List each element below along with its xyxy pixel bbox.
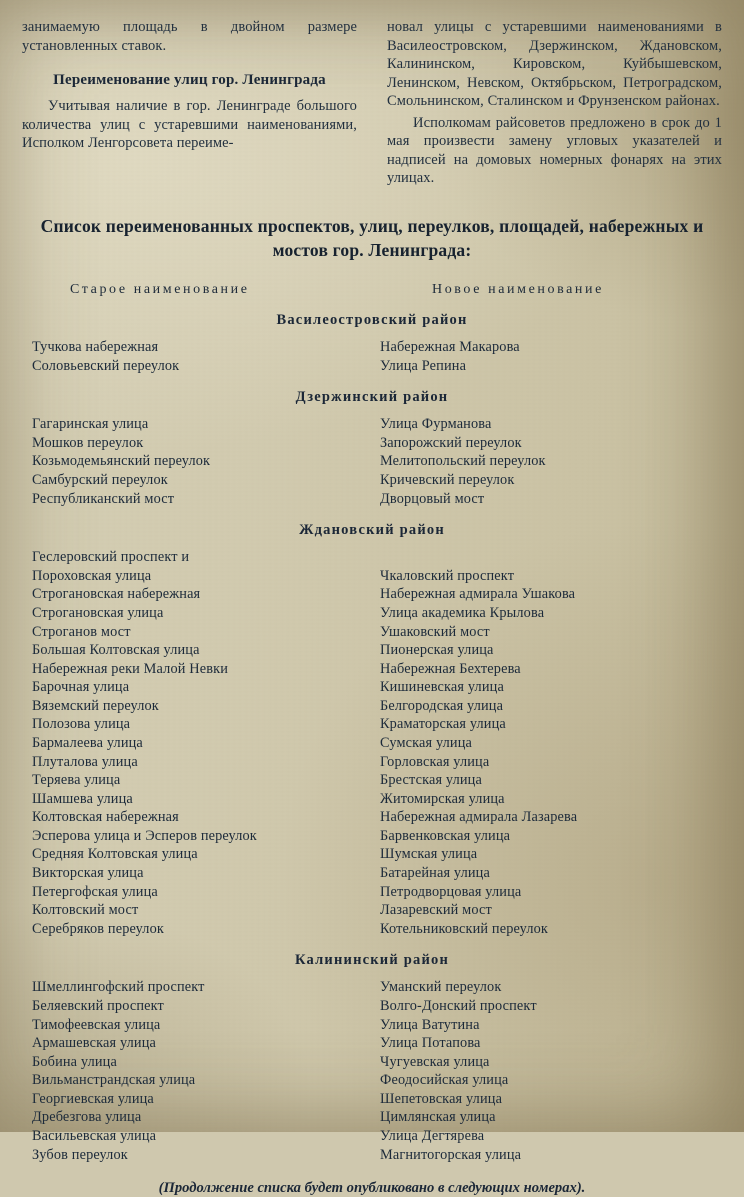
old-street-name: Колтовский мост	[32, 902, 139, 919]
new-street-name: Набережная Бехтерева	[380, 660, 521, 677]
new-street-name: Улица академика Крылова	[380, 604, 545, 621]
new-street-name: Запорожский переулок	[380, 434, 522, 451]
street-pair-row	[22, 641, 722, 660]
new-street-name: Пионерская улица	[380, 642, 494, 659]
street-pair-row	[22, 604, 722, 623]
street-pair-row	[22, 1071, 722, 1090]
district-block	[22, 952, 722, 1164]
new-street-name: Дворцовый мост	[380, 490, 485, 507]
old-street-name: Большая Колтовская улица	[32, 642, 200, 659]
street-pair-row	[22, 1127, 722, 1146]
street-pair-row	[22, 790, 722, 809]
old-street-name: Козьмодемьянский переулок	[32, 453, 211, 470]
old-street-name: Вяземский переулок	[32, 697, 159, 714]
street-pair-row	[22, 434, 722, 453]
street-pair-list	[22, 978, 722, 1164]
new-street-name: Чкаловский проспект	[380, 567, 515, 584]
old-street-name: Эсперова улица и Эсперов переулок	[32, 827, 257, 844]
old-street-name: Дребезгова улица	[32, 1109, 142, 1126]
district-block	[22, 522, 722, 938]
new-street-name: Улица Потапова	[380, 1035, 481, 1052]
new-street-name: Цимлянская улица	[380, 1109, 496, 1126]
new-street-name: Волго-Донский проспект	[380, 997, 537, 1014]
new-street-name: Шумская улица	[380, 846, 478, 863]
street-pair-row	[22, 490, 722, 509]
street-pair-row	[22, 357, 722, 376]
old-street-name: Строгановская набережная	[32, 586, 201, 603]
district-name: Василеостровский район	[276, 312, 468, 329]
new-street-name: Брестская улица	[380, 772, 482, 789]
new-street-name: Лазаревский мост	[380, 902, 492, 919]
district-name: Ждановский район	[299, 522, 445, 539]
street-pair-row	[22, 883, 722, 902]
street-pair-row	[22, 548, 722, 567]
street-pair-row	[22, 585, 722, 604]
new-street-name: Котельниковский переулок	[380, 920, 549, 937]
street-pair-row	[22, 660, 722, 679]
old-street-name: Петергофская улица	[32, 883, 158, 900]
street-pair-row	[22, 452, 722, 471]
old-street-name: Бобина улица	[32, 1053, 117, 1070]
old-street-name: Васильевская улица	[32, 1127, 157, 1144]
old-street-name: Викторская улица	[32, 865, 144, 882]
old-street-name: Барочная улица	[32, 679, 130, 696]
old-street-name: Зубов переулок	[32, 1146, 128, 1163]
old-street-name: Армашевская улица	[32, 1035, 156, 1052]
old-street-name: Георгиевская улица	[32, 1090, 154, 1107]
new-street-name: Батарейная улица	[380, 865, 490, 882]
street-pair-row	[22, 1090, 722, 1109]
old-street-name: Строганов мост	[32, 623, 131, 640]
street-pair-row	[22, 808, 722, 827]
new-street-name: Набережная Макарова	[380, 339, 520, 356]
new-street-name	[372, 548, 722, 567]
street-pair-list	[22, 548, 722, 938]
right-column	[381, 18, 722, 191]
street-pair-row	[22, 338, 722, 357]
street-pair-row	[22, 415, 722, 434]
column-captions	[22, 282, 722, 298]
districts-container	[22, 312, 722, 1164]
street-pair-row	[22, 997, 722, 1016]
street-pair-row	[22, 567, 722, 586]
old-street-name: Самбурский переулок	[32, 472, 168, 489]
footer-note: (Продолжение списка будет опубликовано в следующих номерах).	[158, 1180, 586, 1197]
new-street-name: Краматорская улица	[380, 716, 506, 733]
right-paragraph-2: Исполкомам райсоветов предложено в срок до 1 мая произвести замену угловых указателей и надписей на домовых номерных фонарях на этих улицах.	[387, 114, 722, 187]
old-street-name: Шмеллингофский проспект	[32, 979, 205, 996]
street-pair-row	[22, 1108, 722, 1127]
new-street-name: Улица Репина	[380, 357, 467, 374]
new-street-name: Белгородская улица	[380, 697, 504, 714]
street-pair-row	[22, 845, 722, 864]
old-street-name: Пороховская улица	[32, 567, 152, 584]
old-street-name: Республиканский мост	[32, 490, 175, 507]
new-street-name: Мелитопольский переулок	[380, 453, 546, 470]
old-street-name: Мошков переулок	[32, 434, 144, 451]
street-pair-row	[22, 471, 722, 490]
street-pair-list	[22, 415, 722, 508]
page-content	[22, 18, 722, 1197]
new-street-name: Кричевский переулок	[380, 472, 515, 489]
street-pair-row	[22, 827, 722, 846]
district-block	[22, 389, 722, 508]
street-pair-row	[22, 864, 722, 883]
old-street-name: Шамшева улица	[32, 790, 133, 807]
street-pair-row	[22, 771, 722, 790]
old-street-name: Геслеровский проспект и	[32, 549, 190, 566]
new-street-name: Житомирская улица	[380, 790, 505, 807]
old-street-name: Бармалеева улица	[32, 735, 143, 751]
old-street-name: Полозова улица	[32, 716, 131, 733]
district-block	[22, 312, 722, 375]
old-street-name: Беляевский проспект	[32, 997, 164, 1014]
top-columns	[22, 18, 722, 191]
old-street-name: Серебряков переулок	[32, 920, 164, 937]
street-pair-row	[22, 901, 722, 920]
old-street-name: Тимофеевская улица	[32, 1016, 161, 1033]
street-pair-row	[22, 978, 722, 997]
left-paragraph-1: занимаемую площадь в двойном размере установленных ставок.	[22, 19, 357, 54]
old-street-name: Колтовская набережная	[32, 809, 179, 826]
new-street-name: Уманский переулок	[380, 979, 502, 996]
old-street-name: Средняя Колтовская улица	[32, 846, 198, 863]
old-street-name: Тучкова набережная	[32, 339, 159, 356]
old-street-name: Набережная реки Малой Невки	[32, 660, 229, 677]
street-pair-row	[22, 1034, 722, 1053]
new-street-name: Кишиневская улица	[380, 679, 504, 696]
street-pair-row	[22, 623, 722, 642]
street-pair-row	[22, 734, 722, 753]
new-street-name: Шепетовская улица	[380, 1090, 503, 1107]
caption-new-name: Новое наименование	[432, 282, 604, 298]
new-street-name: Улица Фурманова	[380, 416, 492, 433]
new-street-name: Горловская улица	[380, 753, 490, 770]
new-street-name: Улица Ватутина	[380, 1016, 480, 1033]
new-street-name: Набережная адмирала Ушакова	[380, 586, 576, 603]
old-street-name: Строгановская улица	[32, 604, 164, 621]
new-street-name: Феодосийская улица	[380, 1072, 509, 1089]
caption-old-name: Старое наименование	[70, 282, 250, 298]
street-pair-row	[22, 920, 722, 939]
new-street-name: Чугуевская улица	[380, 1053, 490, 1070]
new-street-name: Барвенковская улица	[380, 827, 511, 844]
old-street-name: Теряева улица	[32, 772, 121, 789]
left-paragraph-2: Учитывая наличие в гор. Ленинграде большого количества улиц с устаревшими наименованиями, Исполком Ленгорсовета переиме-	[22, 98, 357, 152]
old-street-name: Плуталова улица	[32, 753, 138, 770]
new-street-name: Сумская улица	[380, 735, 473, 751]
street-pair-row	[22, 1016, 722, 1035]
old-street-name: Вильманстрандская улица	[32, 1072, 196, 1089]
right-paragraph-1: новал улицы с устаревшими наименованиями в Василеостровском, Дзержинском, Ждановском, Калининском, Кировском, Куйбышевском, Ленинском, Невском, Октябрьском, Петроградском, Смольнинском, Сталинском и Фрунзенском районах.	[387, 19, 722, 110]
left-column	[22, 18, 363, 156]
district-name: Дзержинский район	[295, 389, 449, 406]
street-pair-row	[22, 678, 722, 697]
street-pair-row	[22, 697, 722, 716]
street-pair-row	[22, 753, 722, 772]
street-pair-row	[22, 1146, 722, 1165]
street-pair-row	[22, 715, 722, 734]
street-pair-list	[22, 338, 722, 375]
district-name: Калининский район	[294, 952, 450, 969]
new-street-name: Улица Дегтярева	[380, 1127, 485, 1144]
old-street-name: Соловьевский переулок	[32, 357, 180, 374]
list-main-heading: Список переименованных проспектов, улиц, переулков, площадей, набережных и мостов гор. Ленинграда:	[40, 215, 704, 260]
new-street-name: Магнитогорская улица	[380, 1146, 522, 1163]
new-street-name: Набережная адмирала Лазарева	[380, 809, 578, 826]
street-pair-row	[22, 1053, 722, 1072]
article-subheading: Переименование улиц гор. Ленинграда	[53, 72, 326, 89]
new-street-name: Ушаковский мост	[380, 623, 490, 640]
old-street-name: Гагаринская улица	[32, 416, 149, 433]
new-street-name: Петродворцовая улица	[380, 883, 522, 900]
